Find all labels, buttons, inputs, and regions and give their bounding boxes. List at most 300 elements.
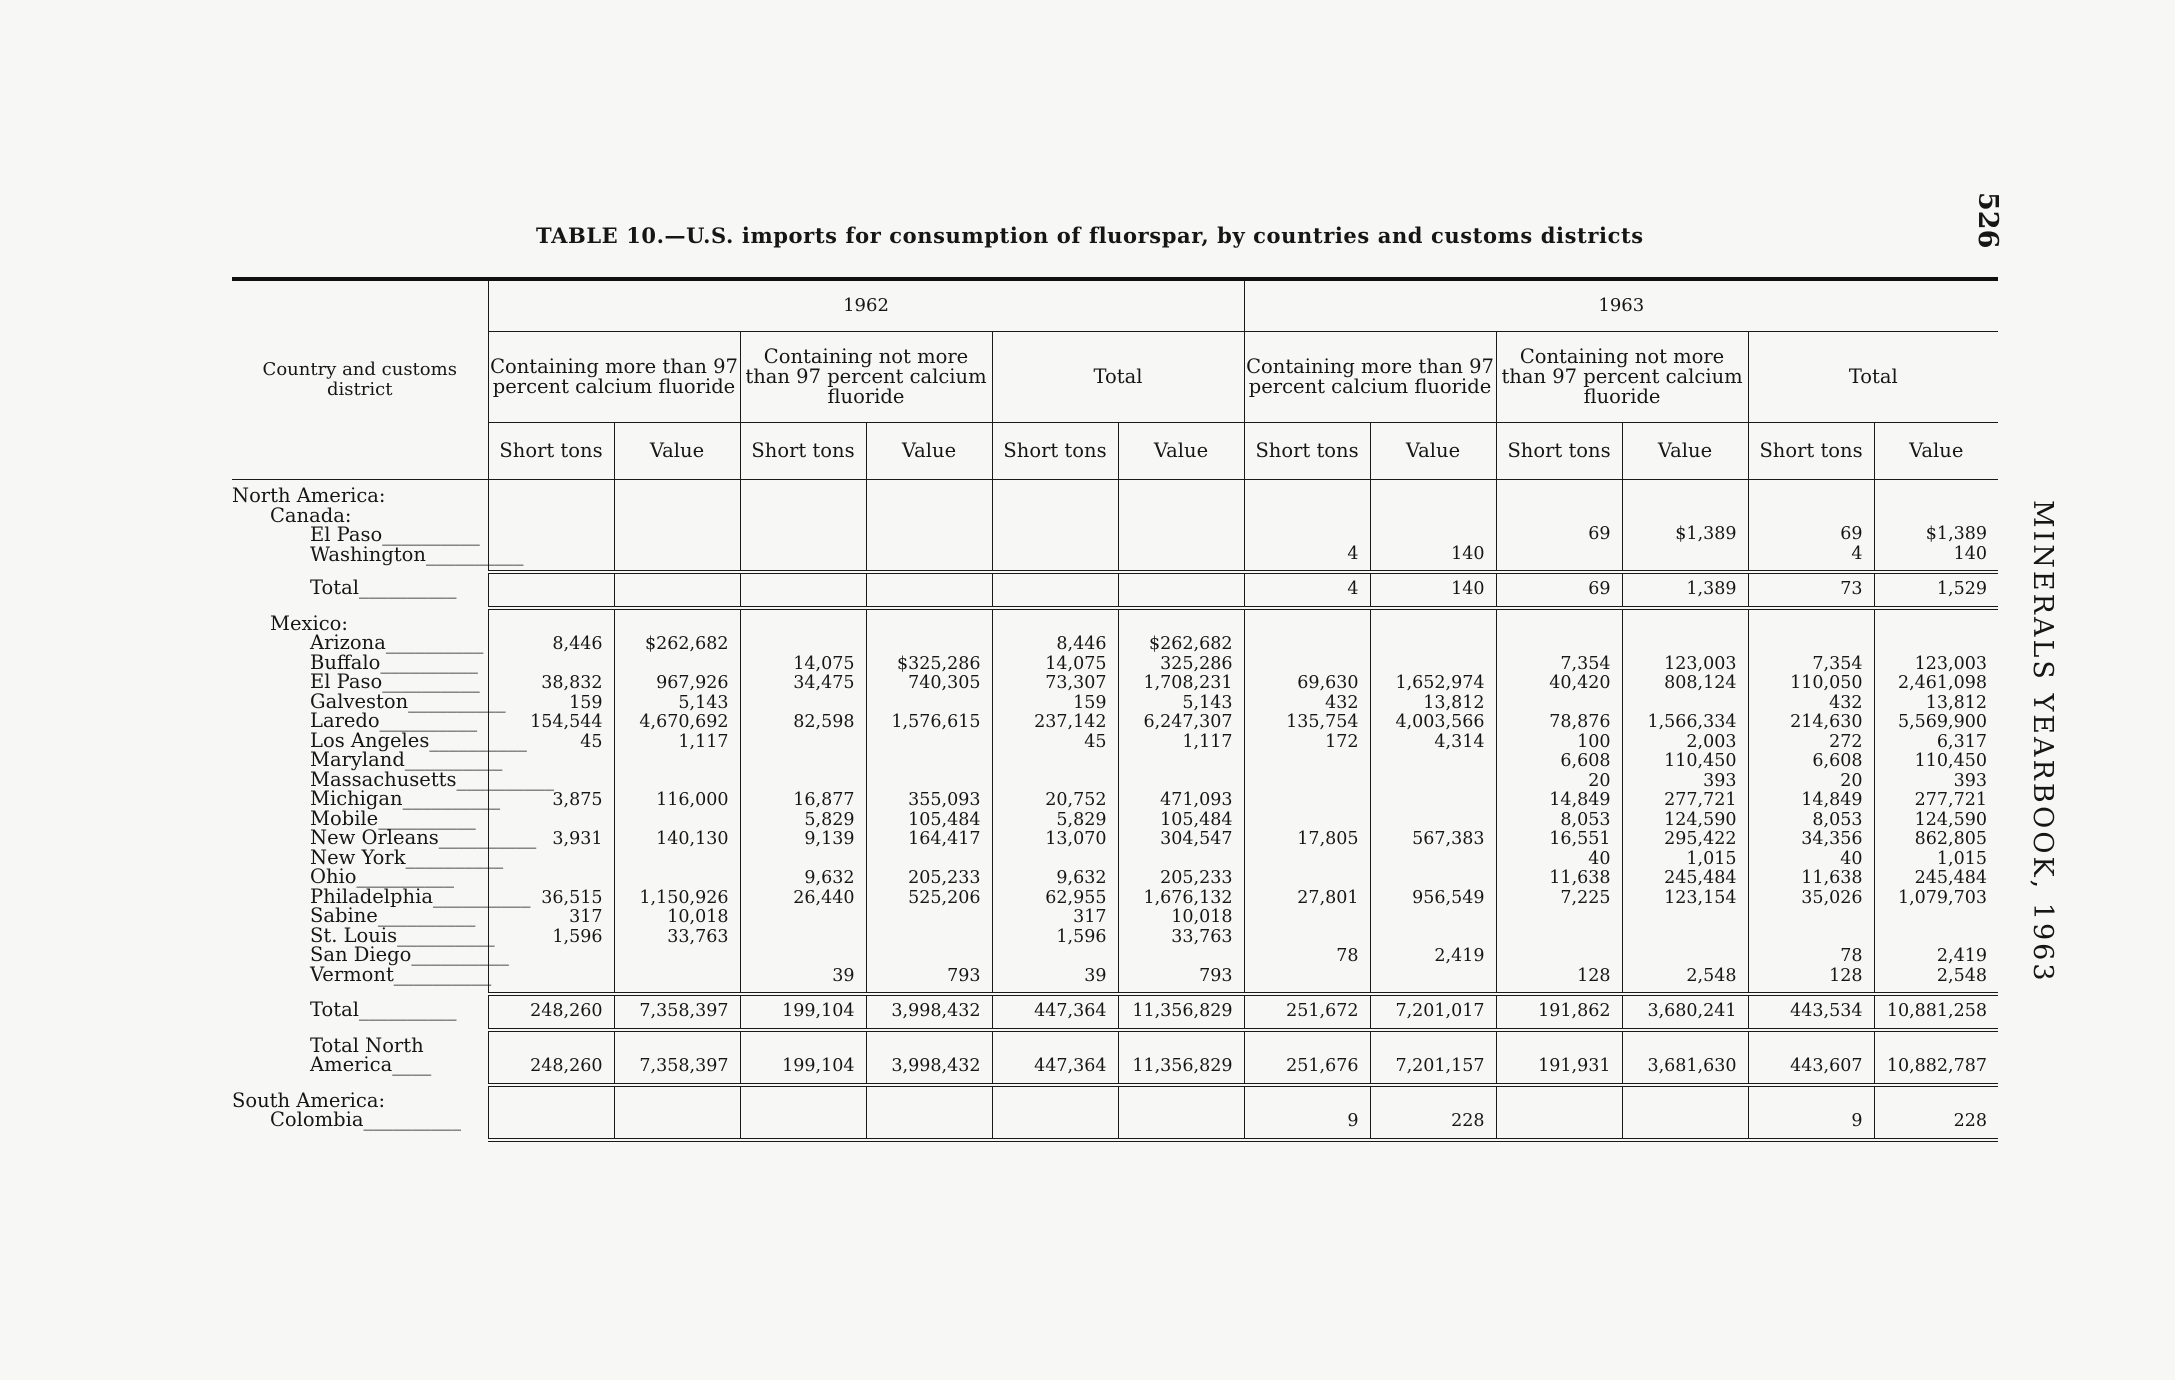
data-cell — [1874, 1085, 1998, 1140]
cell-value: 7,354 — [1560, 653, 1611, 674]
data-cell — [1244, 572, 1370, 608]
data-cell — [614, 1085, 740, 1140]
cell-value — [741, 1112, 855, 1132]
cell-value — [993, 850, 1107, 870]
cell-value: 26,440 — [793, 887, 855, 908]
cell-value: 11,638 — [1801, 868, 1863, 888]
cell-value — [1623, 908, 1737, 928]
leader-dots: __________ — [356, 865, 455, 888]
cell-value — [1875, 635, 1988, 655]
data-cell — [992, 1085, 1118, 1140]
north-america-total-row — [232, 1030, 1998, 1085]
cell-value: 123,154 — [1664, 887, 1737, 908]
cell-value: 317 — [569, 907, 603, 927]
cell-value: 40 — [1840, 848, 1863, 869]
cell-value: 140 — [1451, 579, 1485, 599]
cell-value: 4,670,692 — [639, 712, 729, 732]
cell-value — [1371, 772, 1485, 792]
cell-value — [867, 908, 981, 928]
cell-value — [1245, 967, 1359, 987]
leader-dots: __________ — [456, 767, 554, 791]
cell-value: 2,419 — [1936, 946, 1988, 966]
cell-value: 2,003 — [1686, 731, 1737, 752]
data-cell — [740, 994, 866, 1030]
cell-value — [1875, 908, 1988, 928]
cell-value: 5,569,900 — [1897, 712, 1988, 732]
unit-header: Short tons — [740, 423, 866, 480]
cell-value: 251,672 — [1286, 1001, 1359, 1021]
row-label: Mexico: — [270, 611, 348, 635]
row-label: North America: — [232, 484, 386, 507]
cell-value: 4 — [1347, 579, 1359, 599]
data-cell — [866, 480, 992, 573]
cell-value — [1749, 908, 1863, 928]
cell-value: 6,317 — [1936, 731, 1988, 752]
data-cell — [992, 480, 1118, 573]
row-label: America — [310, 1053, 393, 1076]
row-label: Maryland — [310, 748, 405, 771]
cell-value: 40 — [1588, 848, 1611, 869]
data-cell — [992, 608, 1118, 995]
cell-value — [741, 733, 855, 753]
cell-value: 10,881,258 — [1886, 1001, 1988, 1021]
row-label: Buffalo — [310, 650, 381, 674]
cell-value: 39 — [1084, 965, 1107, 986]
cell-value: 8,053 — [1560, 809, 1611, 830]
data-cell — [866, 994, 992, 1030]
cell-value: 1,652,974 — [1395, 673, 1485, 693]
cell-value: 10,018 — [667, 907, 729, 927]
data-cell — [1748, 1030, 1874, 1085]
cell-value: 4,003,566 — [1395, 712, 1485, 732]
group-header-row — [232, 332, 1998, 423]
cell-value — [993, 1112, 1107, 1132]
cell-value: $1,389 — [1675, 524, 1737, 544]
cell-value: 34,356 — [1801, 829, 1863, 849]
unit-header: Short tons — [992, 423, 1118, 480]
row-label: Total — [310, 576, 359, 599]
cell-value — [1245, 635, 1359, 655]
cell-value: 7,201,157 — [1395, 1056, 1485, 1076]
data-cell — [1622, 994, 1748, 1030]
group-header: Containing not more than 97 percent calcium fluoride — [740, 332, 992, 423]
fluorspar-imports-table — [232, 277, 1998, 1142]
data-cell — [1244, 608, 1370, 995]
cell-value: 16,551 — [1549, 829, 1611, 849]
cell-value — [489, 655, 603, 675]
leader-dots: __________ — [411, 943, 509, 966]
row-label: Sabine — [310, 904, 378, 927]
cell-value: 135,754 — [1286, 712, 1359, 732]
year-header-row — [232, 279, 1998, 332]
cell-value: 1,566,334 — [1647, 712, 1737, 732]
row-label: El Paso — [310, 523, 383, 546]
cell-value: 3,931 — [552, 829, 603, 849]
leader-dots: __________ — [380, 650, 478, 674]
cell-value: 10,018 — [1171, 907, 1233, 927]
cell-value — [615, 811, 729, 831]
cell-value — [1371, 869, 1485, 889]
cell-value: 8,053 — [1812, 809, 1863, 830]
cell-value: 2,548 — [1936, 965, 1988, 986]
cell-value — [741, 694, 855, 714]
cell-value: 1,015 — [1686, 848, 1737, 869]
leader-dots: ____ — [392, 1053, 432, 1076]
group-header: Containing not more than 97 percent calcium fluoride — [1496, 332, 1748, 423]
cell-value: 245,484 — [1914, 868, 1988, 888]
cell-value: 20,752 — [1045, 790, 1107, 810]
data-cell — [1748, 480, 1874, 573]
cell-value — [867, 850, 981, 870]
cell-value — [741, 928, 855, 948]
cell-value: 13,070 — [1045, 829, 1107, 849]
cell-value: 14,849 — [1549, 790, 1611, 810]
cell-value: 793 — [947, 965, 981, 986]
row-label: Total — [310, 998, 359, 1021]
cell-value: 3,998,432 — [891, 1001, 981, 1021]
cell-value — [1371, 811, 1485, 831]
cell-value — [741, 908, 855, 928]
unit-header: Short tons — [1244, 423, 1370, 480]
data-cell — [1118, 1030, 1244, 1085]
data-cell — [992, 572, 1118, 608]
cell-value — [1371, 908, 1485, 928]
cell-value: 27,801 — [1297, 887, 1359, 908]
cell-value: 304,547 — [1160, 829, 1233, 849]
cell-value — [489, 1112, 603, 1132]
cell-value — [1371, 791, 1485, 811]
row-label: St. Louis — [310, 923, 398, 947]
cell-value: 116,000 — [656, 790, 729, 810]
cell-value — [1623, 545, 1737, 565]
cell-value: 69 — [1588, 524, 1611, 544]
cell-value: 33,763 — [667, 926, 729, 947]
cell-value: 6,608 — [1560, 751, 1611, 771]
cell-value: 159 — [569, 692, 603, 713]
cell-value: 205,233 — [1160, 868, 1233, 888]
cell-value — [1245, 525, 1359, 545]
cell-value — [489, 580, 603, 600]
cell-value — [867, 635, 981, 655]
data-cell — [614, 608, 740, 995]
row-label: Canada: — [270, 503, 352, 527]
cell-value: 73 — [1840, 579, 1863, 599]
cell-value: 7,354 — [1812, 653, 1863, 674]
data-cell — [1244, 1030, 1370, 1085]
cell-value: 124,590 — [1914, 809, 1988, 830]
cell-value: 251,676 — [1286, 1056, 1359, 1076]
cell-value: 73,307 — [1045, 673, 1107, 693]
cell-value: 11,638 — [1549, 868, 1611, 888]
cell-value: 128 — [1577, 965, 1611, 986]
leader-dots: __________ — [358, 576, 457, 599]
cell-value — [1749, 635, 1863, 655]
cell-value — [1245, 655, 1359, 675]
cell-value: 1,596 — [552, 926, 603, 947]
cell-value: 10,882,787 — [1886, 1056, 1988, 1076]
cell-value — [1371, 525, 1485, 545]
stub-header: Country and customs district — [232, 279, 488, 480]
leader-dots: __________ — [385, 631, 484, 654]
cell-value: 34,475 — [793, 673, 855, 693]
south-america-block — [232, 1085, 1998, 1140]
cell-value: 11,356,829 — [1132, 1001, 1233, 1021]
row-label: Colombia — [270, 1108, 364, 1131]
cell-value: 2,461,098 — [1897, 673, 1988, 693]
cell-value: 272 — [1829, 731, 1863, 752]
cell-value: 3,680,241 — [1647, 1001, 1737, 1021]
cell-value: 199,104 — [782, 1001, 855, 1021]
cell-value — [993, 580, 1107, 600]
group-header: Total — [1748, 332, 1998, 423]
cell-value: 1,117 — [1182, 731, 1233, 752]
cell-value: 295,422 — [1664, 829, 1737, 849]
mexico-block — [232, 608, 1998, 995]
row-label: Laredo — [310, 709, 380, 732]
data-cell — [1874, 572, 1998, 608]
leader-dots: __________ — [377, 904, 476, 927]
cell-value: 525,206 — [908, 887, 981, 908]
unit-header: Short tons — [488, 423, 614, 480]
unit-header: Value — [866, 423, 992, 480]
leader-dots: __________ — [404, 748, 503, 771]
cell-value: 6,247,307 — [1143, 712, 1233, 732]
cell-value: 154,544 — [530, 712, 603, 732]
cell-value: 69 — [1840, 524, 1863, 544]
row-label: New York — [310, 845, 406, 869]
leader-dots: __________ — [379, 709, 478, 732]
row-label: Galveston — [310, 689, 409, 713]
cell-value: 7,201,017 — [1395, 1001, 1485, 1021]
cell-value: 1,576,615 — [891, 712, 981, 732]
cell-value: 1,079,703 — [1897, 887, 1988, 908]
cell-value: 967,926 — [656, 673, 729, 693]
cell-value — [1245, 791, 1359, 811]
cell-value — [615, 1112, 729, 1132]
cell-value — [1497, 694, 1611, 714]
data-cell — [488, 994, 614, 1030]
cell-value: 248,260 — [530, 1001, 603, 1021]
cell-value: 956,549 — [1412, 887, 1485, 908]
data-cell — [488, 608, 614, 995]
cell-value: 317 — [1073, 907, 1107, 927]
year-1962-header: 1962 — [488, 279, 1244, 332]
cell-value: 393 — [1953, 770, 1988, 791]
cell-value: 277,721 — [1914, 790, 1988, 810]
data-cell — [866, 572, 992, 608]
data-cell — [1622, 1085, 1748, 1140]
cell-value — [615, 655, 729, 675]
leader-dots: __________ — [425, 542, 524, 566]
cell-value — [867, 752, 981, 772]
cell-value: 432 — [1829, 692, 1863, 713]
cell-value: 172 — [1325, 731, 1359, 752]
leader-dots: __________ — [382, 523, 480, 546]
cell-value: 248,260 — [530, 1056, 603, 1076]
page-number: 526 — [1972, 192, 2003, 249]
data-cell — [1496, 1085, 1622, 1140]
cell-value: 20 — [1840, 770, 1863, 791]
cell-value: 110,450 — [1664, 751, 1737, 771]
cell-value: 443,534 — [1790, 1001, 1863, 1021]
cell-value — [1623, 947, 1737, 967]
cell-value — [741, 772, 855, 792]
cell-value: 124,590 — [1664, 809, 1737, 830]
year-1963-header: 1963 — [1244, 279, 1998, 332]
cell-value: 78,876 — [1549, 712, 1611, 732]
group-header: Total — [992, 332, 1244, 423]
cell-value: 159 — [1073, 692, 1107, 713]
cell-value: 4 — [1347, 543, 1359, 564]
cell-value: 214,630 — [1790, 712, 1863, 732]
data-cell — [1370, 608, 1496, 995]
data-cell — [1370, 994, 1496, 1030]
cell-value: $325,286 — [896, 653, 981, 674]
cell-value — [1119, 1112, 1233, 1132]
cell-value: 443,607 — [1790, 1056, 1863, 1076]
leader-dots: __________ — [408, 689, 506, 713]
cell-value: 191,862 — [1538, 1001, 1611, 1021]
cell-value — [867, 545, 981, 565]
leader-dots: __________ — [402, 787, 501, 810]
cell-value: 62,955 — [1045, 887, 1107, 908]
cell-value — [993, 947, 1107, 967]
cell-value: 78 — [1336, 946, 1359, 966]
cell-value: 9,139 — [804, 829, 855, 849]
cell-value — [1371, 752, 1485, 772]
cell-value: 13,812 — [1925, 692, 1988, 713]
data-cell — [1244, 994, 1370, 1030]
data-cell — [740, 1030, 866, 1085]
mexico-total-row — [232, 994, 1998, 1030]
cell-value — [741, 580, 855, 600]
data-cell — [1748, 994, 1874, 1030]
cell-value: $1,389 — [1925, 524, 1988, 544]
cell-value — [615, 752, 729, 772]
cell-value — [867, 733, 981, 753]
cell-value — [867, 947, 981, 967]
cell-value — [867, 694, 981, 714]
cell-value: 199,104 — [782, 1056, 855, 1076]
cell-value — [1119, 525, 1233, 545]
cell-value: 110,050 — [1790, 673, 1863, 693]
cell-value — [741, 635, 855, 655]
cell-value: 140 — [1953, 543, 1988, 564]
data-cell — [1370, 480, 1496, 573]
cell-value — [993, 772, 1107, 792]
cell-value — [1623, 928, 1737, 948]
cell-value — [1623, 1112, 1737, 1132]
unit-header: Short tons — [1748, 423, 1874, 480]
cell-value — [741, 525, 855, 545]
group-header: Containing more than 97 percent calcium fluoride — [1244, 332, 1496, 423]
cell-value — [1119, 545, 1233, 565]
cell-value — [867, 1112, 981, 1132]
cell-value: 140 — [1451, 543, 1485, 564]
cell-value: $262,682 — [1149, 634, 1233, 654]
cell-value: 3,998,432 — [891, 1056, 981, 1076]
cell-value: 237,142 — [1034, 712, 1107, 732]
cell-value: 191,931 — [1538, 1056, 1611, 1076]
cell-value — [1623, 694, 1737, 714]
cell-value: 228 — [1451, 1111, 1485, 1131]
cell-value: 1,529 — [1936, 579, 1988, 599]
cell-value: 3,875 — [552, 790, 603, 810]
data-cell — [1118, 1085, 1244, 1140]
table-title: TABLE 10.—U.S. imports for consumption of fluorspar, by countries and customs districts — [536, 223, 1644, 248]
data-cell — [1748, 572, 1874, 608]
data-cell — [1622, 572, 1748, 608]
cell-value — [741, 850, 855, 870]
cell-value — [1119, 850, 1233, 870]
leader-dots: __________ — [378, 806, 476, 830]
data-cell — [1874, 608, 1998, 995]
cell-value — [615, 525, 729, 545]
row-label: San Diego — [310, 943, 412, 966]
cell-value — [1245, 811, 1359, 831]
cell-value: 6,608 — [1812, 751, 1863, 771]
data-cell — [1874, 480, 1998, 573]
data-cell — [1496, 480, 1622, 573]
cell-value — [867, 928, 981, 948]
cell-value: 808,124 — [1664, 673, 1737, 693]
cell-value: 1,015 — [1936, 848, 1988, 869]
canada-block — [232, 480, 1998, 573]
cell-value: 355,093 — [908, 790, 981, 810]
group-header: Containing more than 97 percent calcium fluoride — [488, 332, 740, 423]
cell-value: 82,598 — [793, 712, 855, 732]
row-label-cell — [232, 608, 554, 995]
data-cell — [740, 608, 866, 995]
row-label: South America: — [232, 1088, 386, 1112]
row-label: Massachusetts — [310, 767, 457, 791]
cell-value — [741, 545, 855, 565]
data-cell — [1622, 608, 1748, 995]
cell-value: 1,708,231 — [1143, 673, 1233, 693]
unit-header: Value — [614, 423, 740, 480]
row-label-cell — [232, 1030, 488, 1085]
cell-value: 325,286 — [1160, 653, 1233, 674]
leader-dots: __________ — [382, 670, 480, 693]
cell-value: 17,805 — [1297, 829, 1359, 849]
data-cell — [614, 572, 740, 608]
cell-value — [993, 752, 1107, 772]
leader-dots: __________ — [358, 998, 457, 1021]
data-cell — [1118, 994, 1244, 1030]
cell-value: 4,314 — [1434, 731, 1485, 752]
row-label: Washington — [310, 542, 426, 566]
data-cell — [614, 480, 740, 573]
cell-value: 123,003 — [1914, 653, 1988, 674]
cell-value — [1497, 1112, 1611, 1132]
cell-value: 13,812 — [1423, 692, 1485, 713]
data-cell — [1370, 1085, 1496, 1140]
row-label: El Paso — [310, 670, 383, 693]
cell-value: 245,484 — [1664, 868, 1737, 888]
unit-header: Value — [1622, 423, 1748, 480]
cell-value: 3,681,630 — [1647, 1056, 1737, 1076]
cell-value — [1245, 869, 1359, 889]
data-cell — [1874, 994, 1998, 1030]
cell-value: 1,117 — [678, 731, 729, 752]
cell-value — [615, 772, 729, 792]
cell-value: 447,364 — [1034, 1001, 1107, 1021]
cell-value — [615, 545, 729, 565]
leader-dots: __________ — [432, 884, 531, 908]
data-cell — [740, 1085, 866, 1140]
data-cell — [992, 994, 1118, 1030]
data-cell — [740, 480, 866, 573]
